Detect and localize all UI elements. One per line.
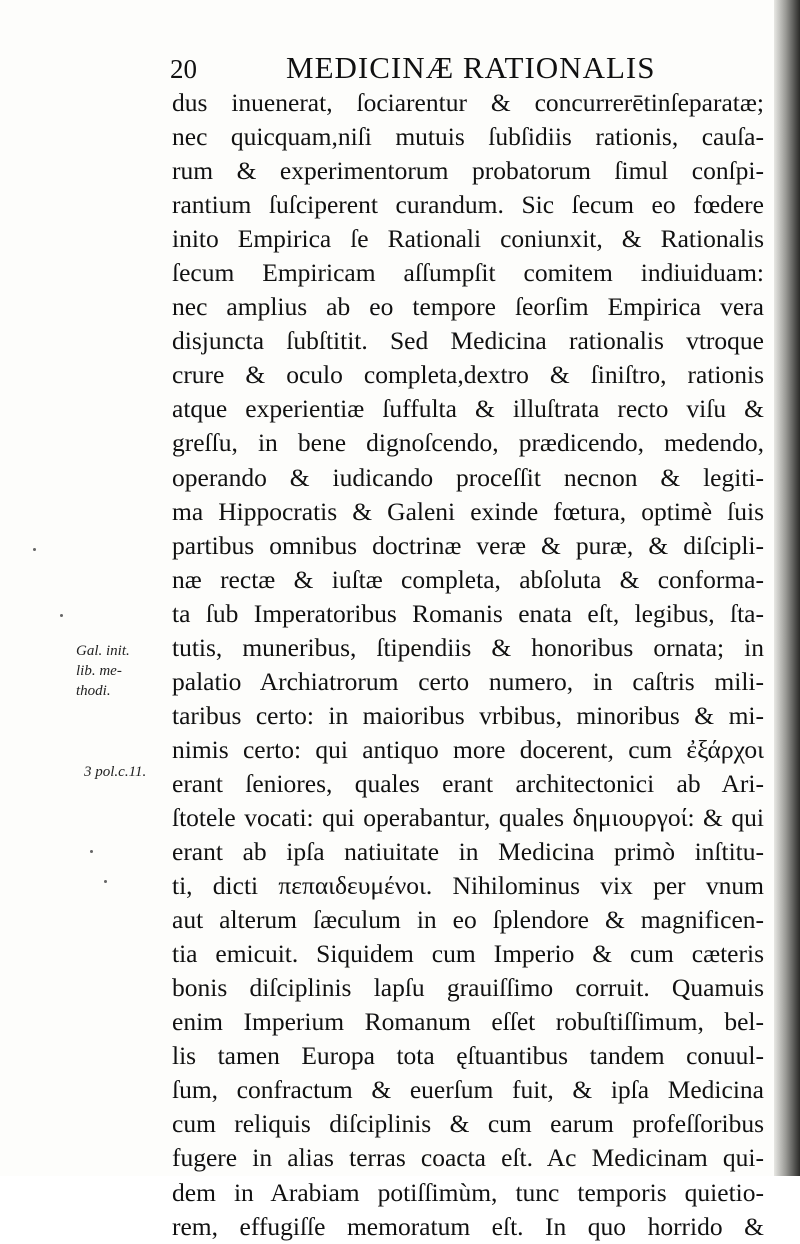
text-line: tutis, muneribus, ſtipendiis & honoribus ornata; in [172, 632, 764, 662]
text-line: ſtotele vocati: qui operabantur, quales δημιουργοί: & qui [172, 802, 764, 832]
text-line: ti, dicti πεπαιδευμένοι. Nihilominus vix per vnum [172, 871, 764, 901]
text-line: taribus certo: in maioribus vrbibus, minoribus & mi- [172, 700, 764, 730]
margin-note-line: thodi. [76, 683, 111, 699]
paper-speck [104, 880, 107, 883]
page-number: 20 [170, 54, 197, 84]
running-title: MEDICINÆ RATIONALIS [286, 50, 656, 85]
text-line: aut alterum ſæculum in eo ſplendore & magnificen- [172, 905, 764, 935]
page-binding-edge [774, 0, 800, 1176]
text-line: cum reliquis diſciplinis & cum earum profeſſoribus [172, 1109, 764, 1139]
paper-speck [33, 548, 36, 551]
text-line: rum & experimentorum probatorum ſimul conſpi- [172, 156, 764, 186]
text-line: ſum, confractum & euerſum fuit, & ipſa Medicina [172, 1075, 764, 1105]
text-line: greſſu, in bene dignoſcendo, prædicendo, medendo, [172, 428, 764, 458]
paper-speck [90, 850, 93, 853]
text-line: disjuncta ſubſtitit. Sed Medicina rationalis vtroque [172, 326, 764, 356]
text-line: nec amplius ab eo tempore ſeorſim Empirica vera [172, 292, 764, 322]
paper-speck [60, 614, 63, 617]
text-line: erant ſeniores, quales erant architectonici ab Ari- [172, 768, 764, 798]
page-header [170, 48, 770, 88]
margin-note-line: lib. me- [76, 663, 122, 679]
text-line: ma Hippocratis & Galeni exinde fœtura, optimè ſuis [172, 496, 764, 526]
text-line: rantium ſuſciperent curandum. Sic ſecum eo fœdere [172, 190, 764, 220]
text-line: næ rectæ & iuſtæ completa, abſoluta & conforma- [172, 564, 764, 594]
text-line: atque experientiæ ſuffulta & illuſtrata recto viſu & [172, 394, 764, 424]
text-line: tia emicuit. Siquidem cum Imperio & cum cæteris [172, 939, 764, 969]
body-text [172, 86, 764, 1244]
text-line: crure & oculo completa,dextro & ſiniſtro, rationis [172, 360, 764, 390]
text-line: palatio Archiatrorum certo numero, in caſtris mili- [172, 666, 764, 696]
margin-note-galen [76, 641, 156, 701]
text-line: bonis diſciplinis lapſu grauiſſimo corruit. Quamuis [172, 973, 764, 1003]
text-line: ta ſub Imperatoribus Romanis enata eſt, legibus, ſta- [172, 598, 764, 628]
margin-note-line: Gal. init. [76, 643, 130, 659]
text-line: nec quicquam,niſi mutuis ſubſidiis rationis, cauſa- [172, 122, 764, 152]
text-line: inito Empirica ſe Rationali coniunxit, & Rationalis [172, 224, 764, 254]
text-line: fugere in alias terras coacta eſt. Ac Medicinam qui- [172, 1143, 764, 1173]
margin-note-politics: 3 pol.c.11. [84, 764, 147, 780]
text-line: lis tamen Europa tota ęſtuantibus tandem conuul- [172, 1041, 764, 1071]
text-line: dem in Arabiam potiſſimùm, tunc temporis quietio- [172, 1177, 764, 1207]
text-line: enim Imperium Romanum eſſet robuſtiſſimum, bel- [172, 1007, 764, 1037]
text-line: nimis certo: qui antiquo more docerent, cum ἐξάρχοι [172, 734, 764, 764]
text-line: partibus omnibus doctrinæ veræ & puræ, & diſcipli- [172, 530, 764, 560]
text-line: rem, effugiſſe memoratum eſt. In quo horrido & [172, 1211, 764, 1241]
text-line: operando & iudicando proceſſit necnon & legiti- [172, 462, 764, 492]
text-line: erant ab ipſa natiuitate in Medicina primò inſtitu- [172, 837, 764, 867]
text-line: dus inuenerat, ſociarentur & concurrerētinſeparatæ; [172, 88, 764, 117]
text-line: ſecum Empiricam aſſumpſit comitem indiuiduam: [172, 258, 764, 288]
